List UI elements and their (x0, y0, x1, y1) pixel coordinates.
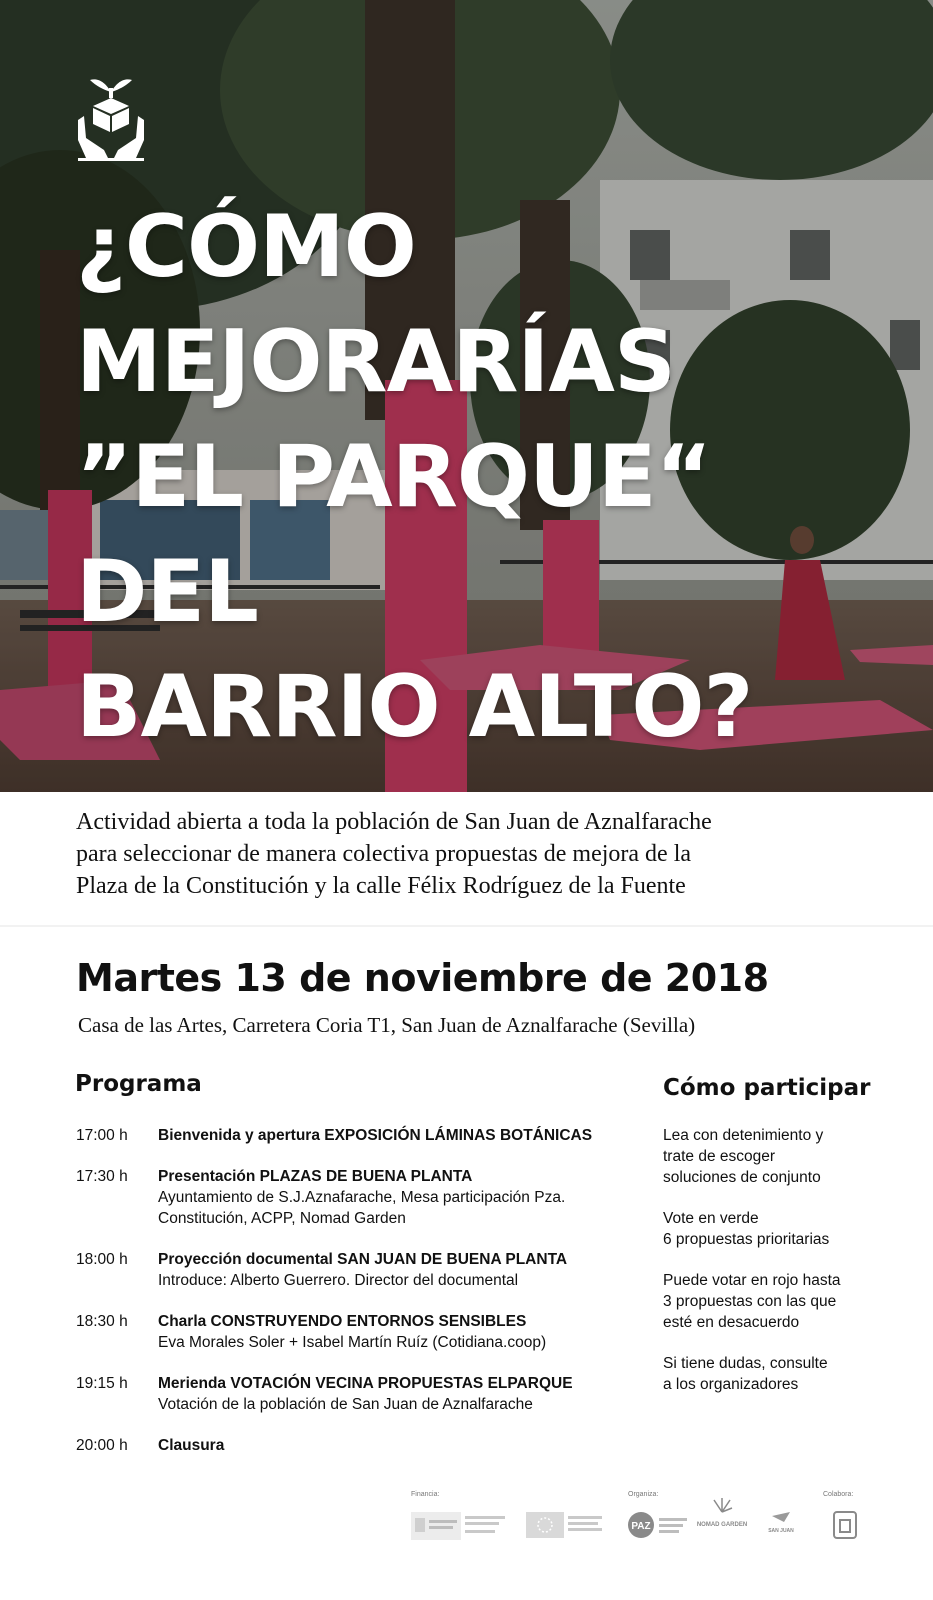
nomad-garden-logo (696, 1496, 748, 1542)
program-time: 18:30 h (76, 1313, 128, 1330)
hero-photo (0, 0, 933, 792)
nomad-logo-text: NOMAD GARDEN (696, 1522, 748, 1528)
program-title: Programa (75, 1071, 202, 1097)
program-event: Bienvenida y apertura EXPOSICIÓN LÁMINAS BOTÁNICAS (158, 1127, 593, 1144)
program-list (76, 1125, 636, 1476)
program-detail: Constitución, ACPP, Nomad Garden (158, 1210, 406, 1227)
participate-paragraph (663, 1125, 913, 1188)
program-detail: Votación de la población de San Juan de Aznalfarache (158, 1396, 533, 1413)
organiza-label: Organiza: (628, 1491, 659, 1498)
program-time: 18:00 h (76, 1251, 128, 1268)
paz-logo (627, 1510, 691, 1540)
event-date: Martes 13 de noviembre de 2018 (76, 956, 769, 1000)
participate-line: Puede votar en rojo hasta (663, 1272, 841, 1289)
program-item (76, 1125, 636, 1146)
event-venue: Casa de las Artes, Carretera Coria T1, San Juan de Aznalfarache (Sevilla) (78, 1013, 696, 1037)
paz-logo-text: PAZ (631, 1521, 651, 1532)
headline (76, 190, 896, 765)
program-time: 17:00 h (76, 1127, 128, 1144)
financia-label: Financia: (411, 1491, 440, 1498)
headline-line: ¿CÓMO (76, 197, 416, 297)
participate-line: soluciones de conjunto (663, 1169, 821, 1186)
ministry-logo (411, 1512, 507, 1540)
headline-line: DEL (76, 542, 258, 642)
divider (0, 925, 933, 927)
headline-line: MEJORARÍAS (76, 312, 675, 412)
participate-line: a los organizadores (663, 1376, 799, 1393)
participate-line: Vote en verde (663, 1210, 759, 1227)
program-event: Proyección documental SAN JUAN DE BUENA PLANTA (158, 1251, 568, 1268)
program-item (76, 1249, 636, 1291)
program-detail: Ayuntamiento de S.J.Aznafarache, Mesa participación Pza. (158, 1189, 566, 1206)
program-time: 19:15 h (76, 1375, 128, 1392)
participate-paragraph (663, 1353, 913, 1395)
participate-title: Cómo participar (663, 1075, 871, 1101)
participate-line: Si tiene dudas, consulte (663, 1355, 828, 1372)
program-item (76, 1435, 636, 1456)
participate-line: trate de escoger (663, 1148, 776, 1165)
program-event: Merienda VOTACIÓN VECINA PROPUESTAS ELPARQUE (158, 1375, 573, 1392)
intro-line: Actividad abierta a toda la población de San Juan de Aznalfarache (76, 809, 712, 835)
intro-text (76, 806, 876, 902)
participate-line: Lea con detenimiento y (663, 1127, 824, 1144)
program-event: Charla CONSTRUYENDO ENTORNOS SENSIBLES (158, 1313, 527, 1330)
participate-line: 6 propuestas prioritarias (663, 1231, 830, 1248)
participate-paragraph (663, 1208, 913, 1250)
program-item (76, 1373, 636, 1415)
program-item (76, 1166, 636, 1229)
eu-logo (526, 1512, 606, 1540)
intro-line: Plaza de la Constitución y la calle Félix Rodríguez de la Fuente (76, 873, 686, 899)
participate-list (663, 1125, 913, 1415)
program-detail: Introduce: Alberto Guerrero. Director del documental (158, 1272, 519, 1289)
headline-line: ”EL PARQUE“ (76, 427, 712, 527)
casa-artes-logo (832, 1510, 858, 1540)
program-time: 17:30 h (76, 1168, 128, 1185)
headline-line: BARRIO ALTO? (76, 657, 753, 757)
participate-line: esté en desacuerdo (663, 1314, 800, 1331)
program-event: Presentación PLAZAS DE BUENA PLANTA (158, 1168, 473, 1185)
program-detail: Eva Morales Soler + Isabel Martín Ruíz (Cotidiana.coop) (158, 1334, 547, 1351)
hands-box-sprout-logo (74, 70, 148, 162)
program-event: Clausura (158, 1437, 225, 1454)
participate-paragraph (663, 1270, 913, 1333)
san-juan-logo (766, 1508, 796, 1538)
intro-line: para seleccionar de manera colectiva propuestas de mejora de la (76, 841, 692, 867)
san-juan-logo-text: SAN JUAN (768, 1528, 794, 1534)
colabora-label: Colabora: (823, 1491, 854, 1498)
program-item (76, 1311, 636, 1353)
program-time: 20:00 h (76, 1437, 128, 1454)
participate-line: 3 propuestas con las que (663, 1293, 837, 1310)
